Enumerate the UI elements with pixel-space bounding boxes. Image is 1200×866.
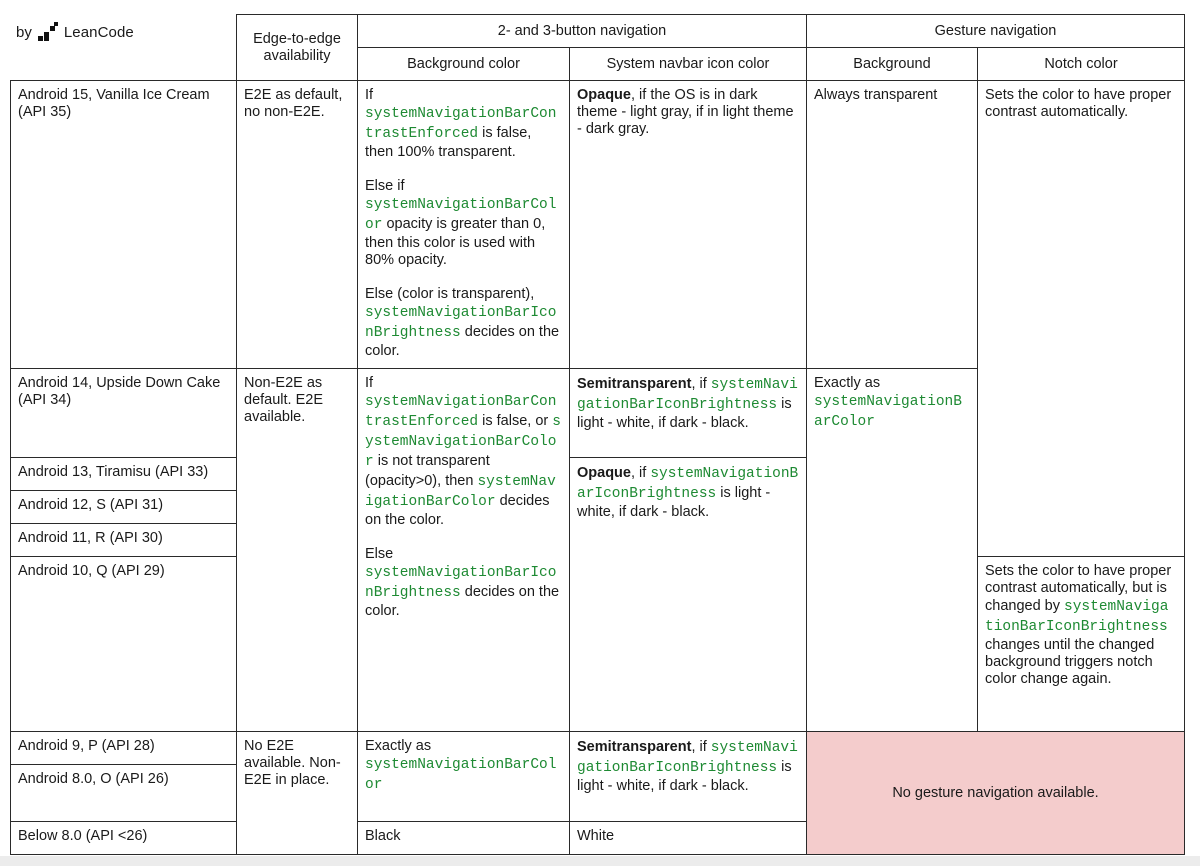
text: If <box>365 87 374 103</box>
logo-cell <box>11 15 237 48</box>
notch-android-15-to-11: Sets the color to have proper contrast automatically. <box>978 81 1185 557</box>
bg-paragraph <box>365 178 562 269</box>
notch-android-10 <box>978 557 1185 732</box>
bg-paragraph <box>365 375 562 529</box>
code-identifier: systemNavigationBarIconBrightness <box>365 305 557 341</box>
bg-color-below-8: Black <box>358 822 570 855</box>
bg-color-android-9-8 <box>358 732 570 822</box>
e2e-android-15: E2E as default, no non-E2E. <box>237 81 358 369</box>
logo-by: by <box>16 23 32 41</box>
code-identifier: systemNavigationBarContrastEnforced <box>365 394 557 430</box>
bold-label: Semitransparent <box>577 739 692 755</box>
bottom-edge <box>0 856 1200 866</box>
version-below-8: Below 8.0 (API <26) <box>11 822 237 855</box>
blank-cell <box>11 48 237 81</box>
code-identifier: systemNavigationBarColor <box>365 474 556 510</box>
text: , if <box>630 465 647 481</box>
code-identifier: systemNavigationBarColor <box>365 414 561 470</box>
text: , if the OS is in dark theme - light gray, if in light theme - dark gray. <box>577 87 794 137</box>
bold-label: Opaque <box>577 87 631 103</box>
text: Else (color is transparent), <box>365 286 535 302</box>
gesture-bg-android-15: Always transparent <box>807 81 978 369</box>
code-identifier: systemNavigationBarColor <box>365 757 557 793</box>
gesture-bg-android-14-to-10 <box>807 369 978 732</box>
icon-color-below-8: White <box>570 822 807 855</box>
icon-color-android-9-8 <box>570 732 807 822</box>
text: opacity is greater than 0, then this color is used with 80% opacity. <box>365 216 546 268</box>
text: Else <box>365 546 394 562</box>
version-android-11: Android 11, R (API 30) <box>11 524 237 557</box>
header-gesture-background: Background <box>807 48 978 81</box>
icon-color-android-13-to-10 <box>570 458 807 732</box>
text: Else if <box>365 178 405 194</box>
header-background-color: Background color <box>358 48 570 81</box>
code-identifier: systemNavigationBarIconBrightness <box>577 377 798 413</box>
icon-color-android-15 <box>570 81 807 369</box>
code-identifier: systemNavigationBarIconBrightness <box>577 740 798 776</box>
bg-color-android-14-to-10 <box>358 369 570 732</box>
text: , if <box>691 376 707 392</box>
header-gesture-navigation: Gesture navigation <box>807 15 1185 48</box>
e2e-android-9-and-below: No E2E available. Non-E2E in place. <box>237 732 358 855</box>
bg-paragraph <box>365 286 562 360</box>
version-android-8: Android 8.0, O (API 26) <box>11 765 237 822</box>
text: decides on the color. <box>365 324 560 359</box>
header-notch-color: Notch color <box>978 48 1185 81</box>
header-button-navigation: 2- and 3-button navigation <box>358 15 807 48</box>
text: Exactly as <box>814 375 881 391</box>
logo-name: LeanCode <box>63 23 134 41</box>
text: Sets the color to have proper contrast automatically, but is changed by <box>985 563 1172 614</box>
bg-color-android-15 <box>358 81 570 369</box>
code-identifier: systemNavigationBarContrastEnforced <box>365 106 557 142</box>
text: decides on the color. <box>365 493 550 528</box>
bg-paragraph <box>365 87 562 161</box>
version-android-15: Android 15, Vanilla Ice Cream (API 35) <box>11 81 237 369</box>
table-row <box>11 732 1185 765</box>
text: is false, or <box>482 413 549 429</box>
table-row <box>11 81 1185 369</box>
text: is not transparent (opacity>0), then <box>365 453 490 489</box>
text: is light - white, if dark - black. <box>577 759 792 794</box>
icon-color-android-14 <box>570 369 807 458</box>
code-identifier: systemNavigationBarIconBrightness <box>577 466 799 502</box>
version-android-10: Android 10, Q (API 29) <box>11 557 237 732</box>
text: changes until the changed background triggers notch color change again. <box>985 637 1155 687</box>
code-identifier: systemNavigationBarIconBrightness <box>365 565 557 601</box>
header-e2e: Edge-to-edge availability <box>237 15 358 81</box>
code-identifier: systemNavigationBarColor <box>365 197 557 233</box>
text: decides on the color. <box>365 584 560 619</box>
text: Exactly as <box>365 738 432 754</box>
text: If <box>365 375 374 391</box>
text: , if <box>691 739 707 755</box>
navigation-matrix-table <box>10 14 1185 855</box>
no-gesture-navigation-cell: No gesture navigation available. <box>807 732 1185 855</box>
version-android-14: Android 14, Upside Down Cake (API 34) <box>11 369 237 458</box>
text: is light - white, if dark - black. <box>577 396 792 431</box>
code-identifier: systemNavigationBarColor <box>814 394 962 430</box>
bold-label: Semitransparent <box>577 376 692 392</box>
e2e-android-14-to-10: Non-E2E as default. E2E available. <box>237 369 358 732</box>
version-android-13: Android 13, Tiramisu (API 33) <box>11 458 237 491</box>
text: is false, then 100% transparent. <box>365 125 532 160</box>
header-navbar-icon-color: System navbar icon color <box>570 48 807 81</box>
text: is light - white, if dark - black. <box>577 485 771 520</box>
code-identifier: systemNavigationBarIconBrightness <box>985 599 1169 635</box>
bg-paragraph <box>365 546 562 620</box>
bold-label: Opaque <box>577 465 631 481</box>
version-android-12: Android 12, S (API 31) <box>11 491 237 524</box>
version-android-9: Android 9, P (API 28) <box>11 732 237 765</box>
